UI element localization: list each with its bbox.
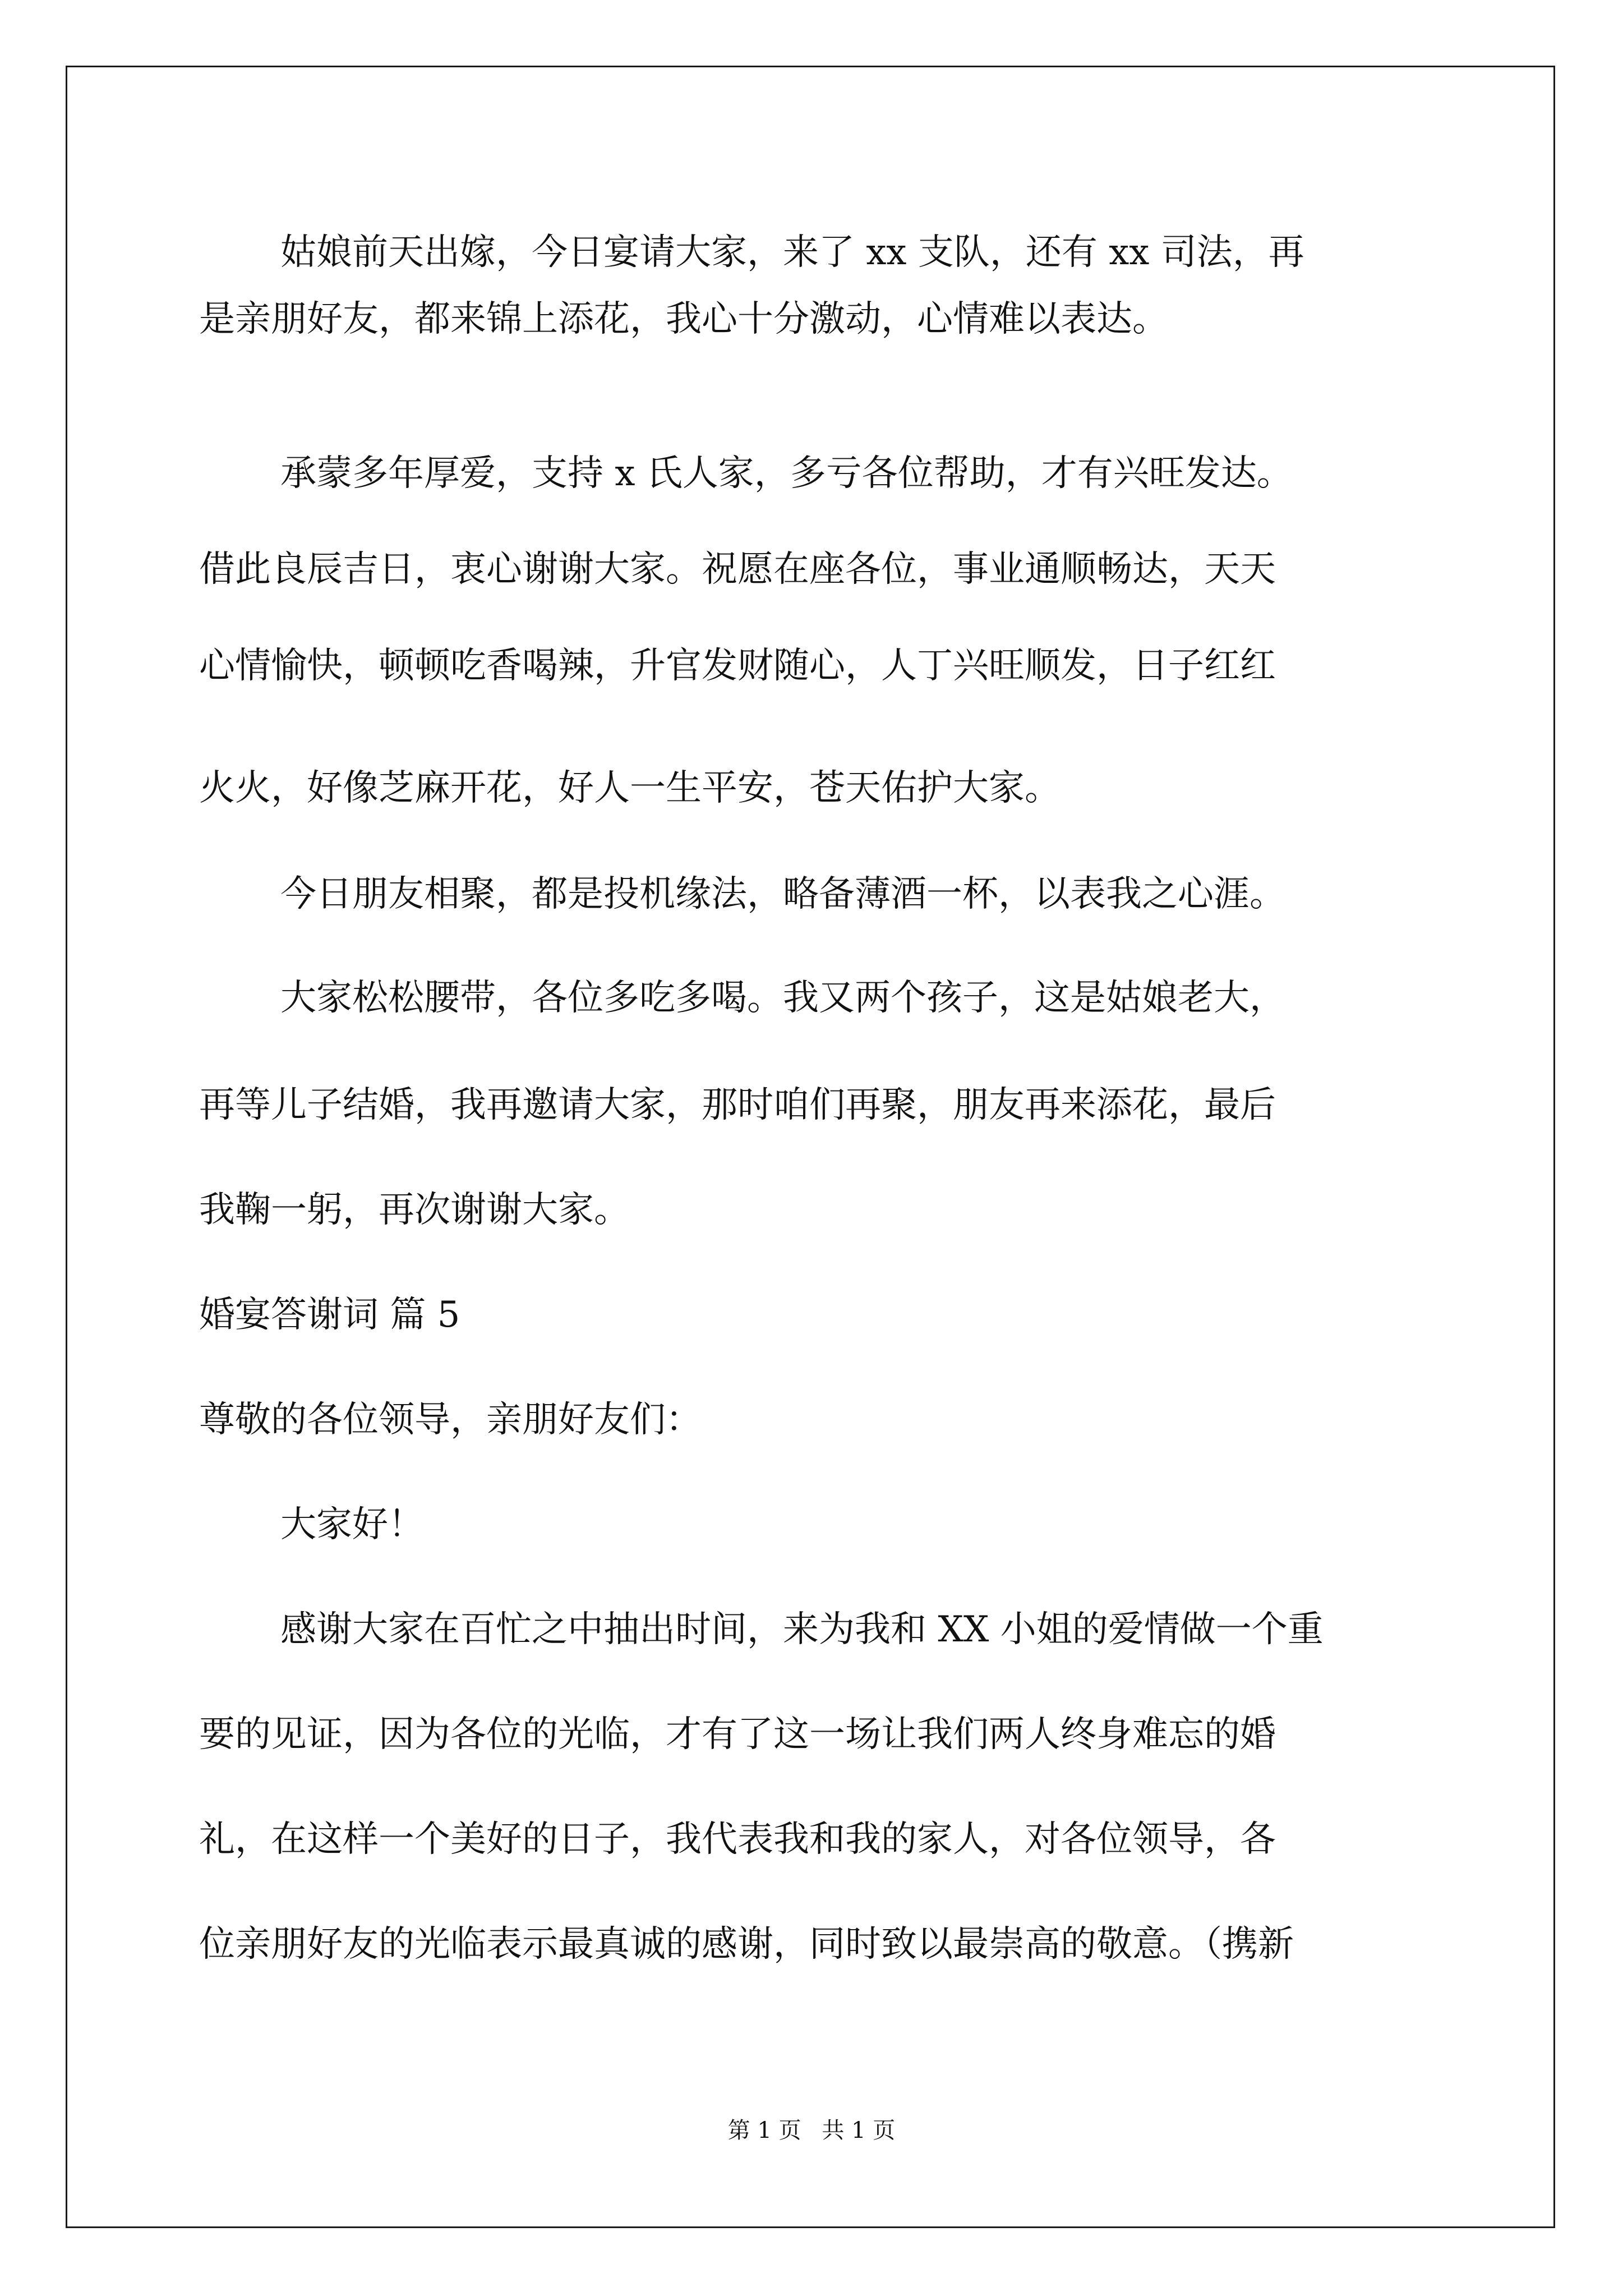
section-heading: 婚宴答谢词 篇 5	[199, 1294, 460, 1336]
text-line: 我鞠一躬，再次谢谢大家。	[199, 1189, 630, 1231]
text-line: 大家松松腰带，各位多吃多喝。我又两个孩子，这是姑娘老大，	[280, 977, 1285, 1019]
text-line: 再等儿子结婚，我再邀请大家，那时咱们再聚，朋友再来添花，最后	[199, 1084, 1276, 1126]
text-line: 姑娘前天出嫁，今日宴请大家，来了 xx 支队，还有 xx 司法，再	[280, 232, 1304, 273]
page-footer	[0, 2119, 1623, 2142]
greeting: 大家好！	[280, 1504, 424, 1545]
text-line: 要的见证，因为各位的光临，才有了这一场让我们两人终身难忘的婚	[199, 1714, 1276, 1755]
text-line: 承蒙多年厚爱，支持 x 氏人家，多亏各位帮助，才有兴旺发达。	[280, 453, 1293, 494]
text-line: 位亲朋好友的光临表示最真诚的感谢，同时致以最崇高的敬意。（携新	[199, 1924, 1294, 1965]
text-line: 借此良辰吉日，衷心谢谢大家。祝愿在座各位，事业通顺畅达，天天	[199, 549, 1276, 590]
text-line: 是亲朋好友，都来锦上添花，我心十分激动，心情难以表达。	[199, 298, 1168, 340]
page-total: 共 1 页	[822, 2118, 896, 2143]
page-number: 第 1 页	[727, 2118, 801, 2143]
text-line: 心情愉快，顿顿吃香喝辣，升官发财随心，人丁兴旺顺发，日子红红	[199, 645, 1276, 687]
text-line: 火火，好像芝麻开花，好人一生平安，苍天佑护大家。	[199, 767, 1061, 809]
text-line: 礼，在这样一个美好的日子，我代表我和我的家人，对各位领导，各	[199, 1819, 1276, 1860]
salutation: 尊敬的各位领导，亲朋好友们：	[199, 1399, 702, 1441]
text-line: 今日朋友相聚，都是投机缘法，略备薄酒一杯，以表我之心涯。	[280, 873, 1285, 915]
page-border	[66, 66, 1555, 2228]
text-line: 感谢大家在百忙之中抽出时间，来为我和 XX 小姐的爱情做一个重	[280, 1609, 1324, 1650]
